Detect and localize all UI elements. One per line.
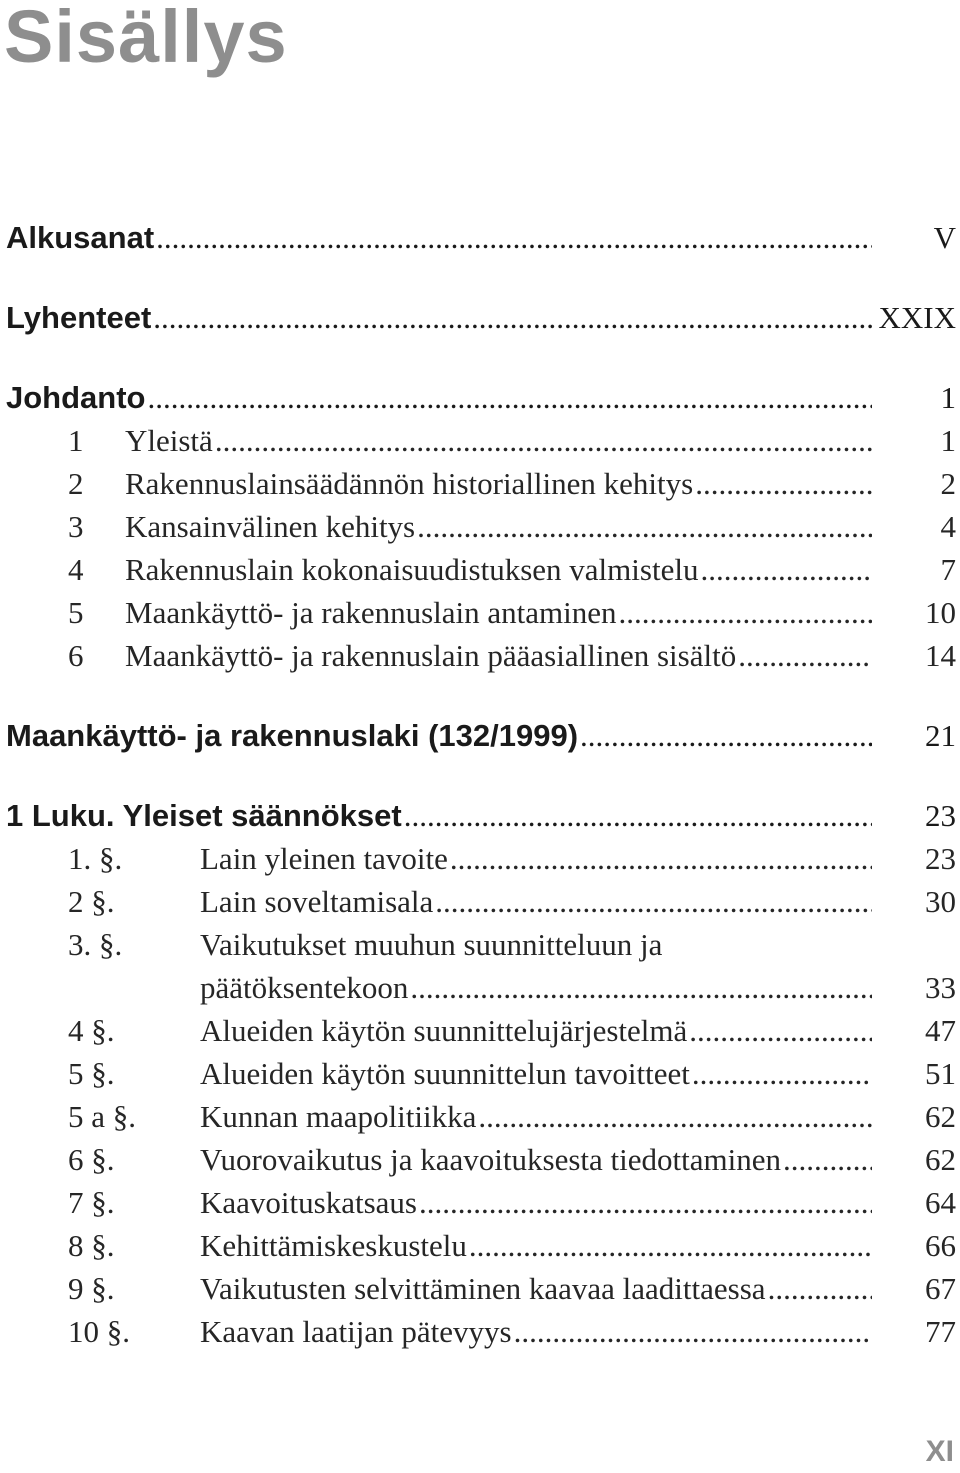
toc-entry-title: Alkusanat: [6, 220, 155, 255]
toc-page-number: 23: [925, 798, 956, 833]
dot-leader: [768, 1271, 872, 1307]
toc-subentry[interactable]: [0, 1140, 960, 1180]
section-number: 7 §.: [68, 1185, 115, 1220]
toc-subentry-title: Kansainvälinen kehitys: [125, 509, 416, 544]
toc-subentry[interactable]: [0, 1183, 960, 1223]
dot-leader: [435, 884, 872, 920]
section-number: 6 §.: [68, 1142, 115, 1177]
section-number: 10 §.: [68, 1314, 130, 1349]
toc-subentry-title-continued: päätöksentekoon: [200, 970, 409, 1005]
toc-page-number: 66: [925, 1228, 956, 1263]
section-number: 9 §.: [68, 1271, 115, 1306]
toc-page-number: 21: [925, 718, 956, 753]
toc-subentry-title: Lain soveltamisala: [200, 884, 434, 919]
section-number: 2 §.: [68, 884, 115, 919]
dot-leader: [783, 1142, 872, 1178]
toc-entry-johdanto[interactable]: [0, 378, 960, 418]
toc-subentry-title: Vuorovaikutus ja kaavoituksesta tiedottaminen: [200, 1142, 781, 1177]
toc-subentry[interactable]: [0, 550, 960, 590]
section-number: 8 §.: [68, 1228, 115, 1263]
dot-leader: [692, 1056, 872, 1092]
dot-leader: [514, 1314, 872, 1350]
section-number: 4: [68, 552, 84, 587]
toc-entry-title: Maankäyttö- ja rakennuslaki (132/1999): [6, 718, 579, 753]
dot-leader: [700, 552, 872, 588]
toc-page-number: 67: [925, 1271, 956, 1306]
toc-subentry-title: Kunnan maapolitiikka: [200, 1099, 477, 1134]
toc-subentry-title: Kehittämiskeskustelu: [200, 1228, 467, 1263]
section-number: 1. §.: [68, 841, 123, 876]
dot-leader: [689, 1013, 872, 1049]
toc-entry-luku1[interactable]: [0, 796, 960, 836]
section-number: 3: [68, 509, 84, 544]
toc-subentry-title: Yleistä: [125, 423, 213, 458]
toc-subentry-title: Kaavan laatijan pätevyys: [200, 1314, 512, 1349]
toc-entry-lyhenteet[interactable]: [0, 298, 960, 338]
toc-subentry[interactable]: [0, 593, 960, 633]
dot-leader: [478, 1099, 872, 1135]
toc-entry-title: Lyhenteet: [6, 300, 152, 335]
toc-subentry-title: Maankäyttö- ja rakennuslain antaminen: [125, 595, 617, 630]
dot-leader: [695, 466, 872, 502]
dot-leader: [417, 509, 872, 545]
dot-leader: [404, 798, 872, 834]
toc-page-number: 64: [925, 1185, 956, 1220]
toc-entry-alkusanat[interactable]: [0, 218, 960, 258]
toc-page-number: 23: [925, 841, 956, 876]
toc-page-number: V: [933, 220, 956, 255]
toc-page-number: 4: [940, 509, 956, 544]
toc-subentry[interactable]: [0, 1054, 960, 1094]
dot-leader: [156, 220, 872, 256]
toc-page-number: 62: [925, 1142, 956, 1177]
toc-subentry[interactable]: [0, 1226, 960, 1266]
toc-subentry[interactable]: [0, 1011, 960, 1051]
section-number: 3. §.: [68, 927, 123, 962]
toc-subentry[interactable]: [0, 1097, 960, 1137]
toc-page-number: 2: [940, 466, 956, 501]
dot-leader: [410, 970, 872, 1006]
dot-leader: [419, 1185, 872, 1221]
toc-page-number: 1: [940, 380, 956, 415]
dot-leader: [469, 1228, 872, 1264]
toc-subentry-title: Alueiden käytön suunnittelun tavoitteet: [200, 1056, 690, 1091]
section-number: 6: [68, 638, 84, 673]
section-number: 4 §.: [68, 1013, 115, 1048]
toc-subentry[interactable]: [0, 882, 960, 922]
page-folio: XI: [925, 1435, 954, 1468]
toc-page-number: 7: [940, 552, 956, 587]
toc-subentry-title: Rakennuslain kokonaisuudistuksen valmistelu: [125, 552, 699, 587]
section-number: 2: [68, 466, 84, 501]
toc-page-number: 47: [925, 1013, 956, 1048]
toc-subentry[interactable]: [0, 1269, 960, 1309]
toc-page-number: 30: [925, 884, 956, 919]
toc-subentry-title: Vaikutukset muuhun suunnitteluun ja: [200, 927, 663, 962]
page-title: Sisällys: [4, 0, 288, 78]
toc-page-number: 51: [925, 1056, 956, 1091]
toc-subentry-title: Alueiden käytön suunnittelujärjestelmä: [200, 1013, 688, 1048]
dot-leader: [215, 423, 872, 459]
toc-page-number: 10: [925, 595, 956, 630]
toc-subentry[interactable]: [0, 421, 960, 461]
dot-leader: [148, 380, 873, 416]
toc-page-number: XXIX: [878, 300, 956, 335]
dot-leader: [738, 638, 872, 674]
toc-page-number: 62: [925, 1099, 956, 1134]
section-number: 1: [68, 423, 84, 458]
toc-page-number: 77: [925, 1314, 956, 1349]
dot-leader: [153, 300, 872, 336]
toc-entry-title: 1 Luku. Yleiset säännökset: [6, 798, 402, 833]
toc-subentry-title: Rakennuslainsäädännön historiallinen kehitys: [125, 466, 694, 501]
toc-subentry-title: Maankäyttö- ja rakennuslain pääasiallinen sisältö: [125, 638, 737, 673]
toc-subentry-title: Lain yleinen tavoite: [200, 841, 448, 876]
toc-subentry[interactable]: [0, 464, 960, 504]
dot-leader: [619, 595, 872, 631]
toc-subentry[interactable]: [0, 839, 960, 879]
toc-subentry-title: Kaavoituskatsaus: [200, 1185, 417, 1220]
toc-subentry[interactable]: [0, 925, 960, 965]
toc-subentry[interactable]: [0, 507, 960, 547]
toc-page-number: 1: [940, 423, 956, 458]
toc-subentry-continuation[interactable]: [0, 968, 960, 1008]
section-number: 5 a §.: [68, 1099, 137, 1134]
toc-subentry-title: Vaikutusten selvittäminen kaavaa laadittaessa: [200, 1271, 766, 1306]
toc-page-number: 14: [925, 638, 956, 673]
toc-subentry[interactable]: [0, 636, 960, 676]
toc-entry-laki[interactable]: [0, 716, 960, 756]
section-number: 5 §.: [68, 1056, 115, 1091]
toc-entry-title: Johdanto: [6, 380, 146, 415]
dot-leader: [450, 841, 872, 877]
toc-subentry[interactable]: [0, 1312, 960, 1352]
toc-page-number: 33: [925, 970, 956, 1005]
section-number: 5: [68, 595, 84, 630]
dot-leader: [580, 718, 872, 754]
